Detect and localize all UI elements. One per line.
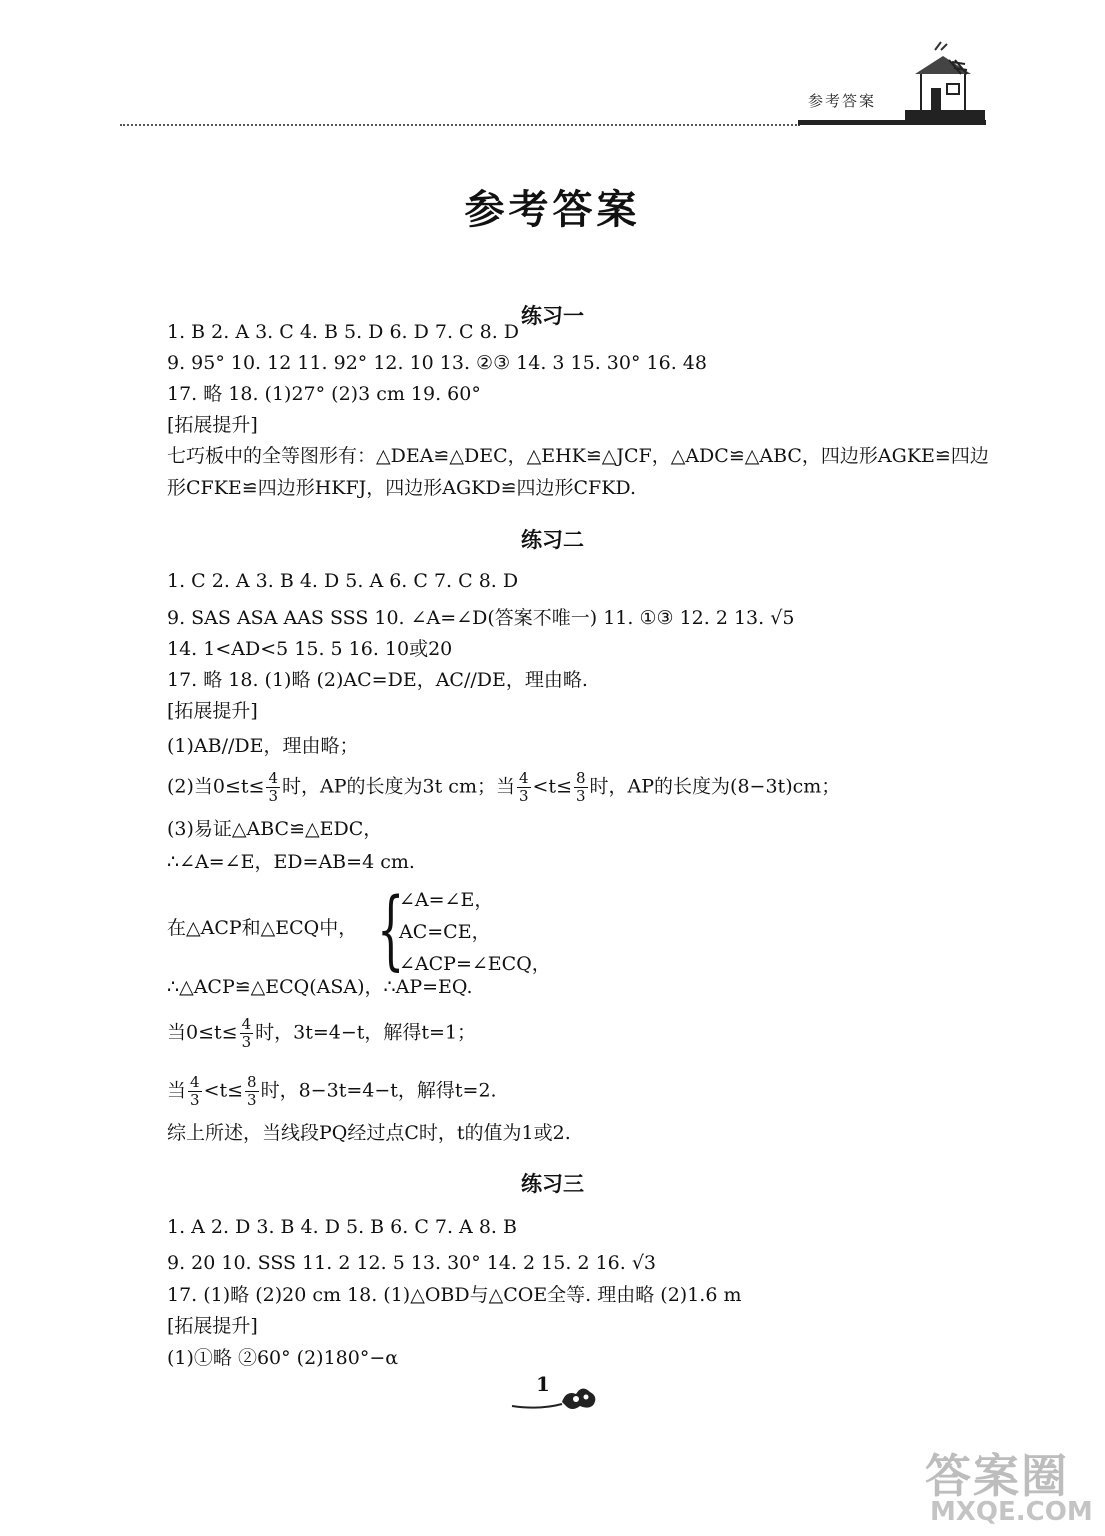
system-row: ∠ACP=∠ECQ， — [399, 953, 551, 975]
fraction — [574, 770, 588, 805]
cloud-swirl-decoration-icon — [510, 1382, 600, 1416]
answer-line: 17. 略 18. (1)27° (2)3 cm 19. 60° — [167, 383, 481, 405]
fraction-numerator: 4 — [268, 769, 279, 787]
book-house-decoration-icon — [905, 40, 985, 122]
answer-line: (3)易证△ABC≌△EDC， — [167, 818, 383, 840]
header-label: 参考答案 — [808, 92, 877, 110]
answer-line: ∴△ACP≌△ECQ(ASA)，∴AP=EQ. — [167, 976, 473, 998]
answer-line: 17. (1)略 (2)20 cm 18. (1)△OBD与△COE全等. 理由略 (2)1.6 m — [167, 1284, 742, 1306]
answer-line: 综上所述，当线段PQ经过点C时，t的值为1或2. — [167, 1122, 571, 1144]
section-title-2: 练习二 — [521, 528, 584, 552]
section-title-3: 练习三 — [521, 1172, 584, 1196]
text-fragment: 时，AP的长度为(8−3t)cm； — [589, 775, 841, 798]
answer-line: 1. C 2. A 3. B 4. D 5. A 6. C 7. C 8. D — [167, 570, 519, 592]
watermark-logo: 答案圈 — [925, 1449, 1069, 1503]
page-title: 参考答案 — [464, 187, 641, 233]
extension-label: [拓展提升] — [167, 700, 258, 722]
fraction-numerator: 8 — [576, 769, 586, 787]
answer-line: 9. 95° 10. 12 11. 92° 12. 10 13. ②③ 14. 3 15. 30° 16. 48 — [167, 352, 707, 374]
answer-line: 1. A 2. D 3. B 4. D 5. B 6. C 7. A 8. B — [167, 1216, 517, 1238]
fraction-denominator: 3 — [247, 1091, 257, 1109]
left-brace-icon: { — [377, 880, 405, 980]
answer-line: 9. SAS ASA AAS SSS 10. ∠A=∠D(答案不唯一) 11. ①③ 12. 2 13. √5 — [167, 607, 795, 629]
case-line — [167, 1074, 497, 1109]
answer-line: 1. B 2. A 3. C 4. B 5. D 6. D 7. C 8. D — [167, 321, 520, 343]
fraction — [188, 1074, 202, 1109]
answer-line: (1)①略 ②60° (2)180°−α — [167, 1347, 399, 1369]
header-dotted-rule — [120, 124, 800, 126]
system-label: 在△ACP和△ECQ中， — [167, 917, 358, 939]
fraction-denominator: 3 — [241, 1033, 252, 1051]
text-fragment: 时，8−3t=4−t，解得t=2. — [260, 1079, 497, 1102]
header-solid-rule — [798, 120, 986, 125]
fraction-numerator: 4 — [190, 1073, 200, 1091]
fraction-denominator: 3 — [190, 1091, 200, 1109]
fraction — [517, 770, 531, 805]
page-number: 1 — [536, 1372, 550, 1396]
text-fragment: (2)当0≤t≤ — [167, 775, 265, 798]
fraction-denominator: 3 — [268, 787, 279, 805]
fraction-numerator: 4 — [518, 769, 529, 787]
text-fragment: <t≤ — [532, 775, 572, 798]
extension-label: [拓展提升] — [167, 414, 258, 436]
answer-line: 17. 略 18. (1)略 (2)AC=DE，AC//DE，理由略. — [167, 669, 588, 691]
fraction-numerator: 4 — [241, 1015, 252, 1033]
answer-line-fractions — [167, 770, 840, 805]
watermark-url: MXQE.COM — [930, 1497, 1093, 1527]
section-title-1: 练习一 — [521, 304, 584, 328]
fraction-numerator: 8 — [247, 1073, 257, 1091]
text-fragment: 当 — [167, 1079, 187, 1102]
answer-line: 14. 1<AD<5 15. 5 16. 10或20 — [167, 638, 453, 660]
text-fragment: 时，3t=4−t，解得t=1； — [255, 1021, 477, 1044]
text-fragment: 时，AP的长度为3t cm；当 — [282, 775, 515, 798]
fraction — [240, 1016, 254, 1051]
system-row: AC=CE， — [399, 921, 491, 943]
fraction-denominator: 3 — [518, 787, 529, 805]
case-line — [167, 1016, 476, 1051]
system-row: ∠A=∠E， — [399, 889, 494, 911]
text-fragment: <t≤ — [203, 1079, 244, 1102]
extension-label: [拓展提升] — [167, 1315, 258, 1337]
text-fragment: 当0≤t≤ — [167, 1021, 238, 1044]
answer-paragraph: 七巧板中的全等图形有：△DEA≌△DEC，△EHK≌△JCF，△ADC≌△ABC，四边形AGKE≌四边形CFKE≌四边形HKFJ，四边形AGKD≌四边形CFKD. — [167, 445, 989, 499]
fraction-denominator: 3 — [576, 787, 586, 805]
answer-line: 9. 20 10. SSS 11. 2 12. 5 13. 30° 14. 2 15. 2 16. √3 — [167, 1252, 657, 1274]
fraction — [266, 770, 280, 805]
answer-line: ∴∠A=∠E，ED=AB=4 cm. — [167, 851, 415, 873]
answer-line: (1)AB//DE，理由略； — [167, 735, 359, 757]
system-rows — [399, 884, 551, 980]
fraction — [245, 1074, 259, 1109]
